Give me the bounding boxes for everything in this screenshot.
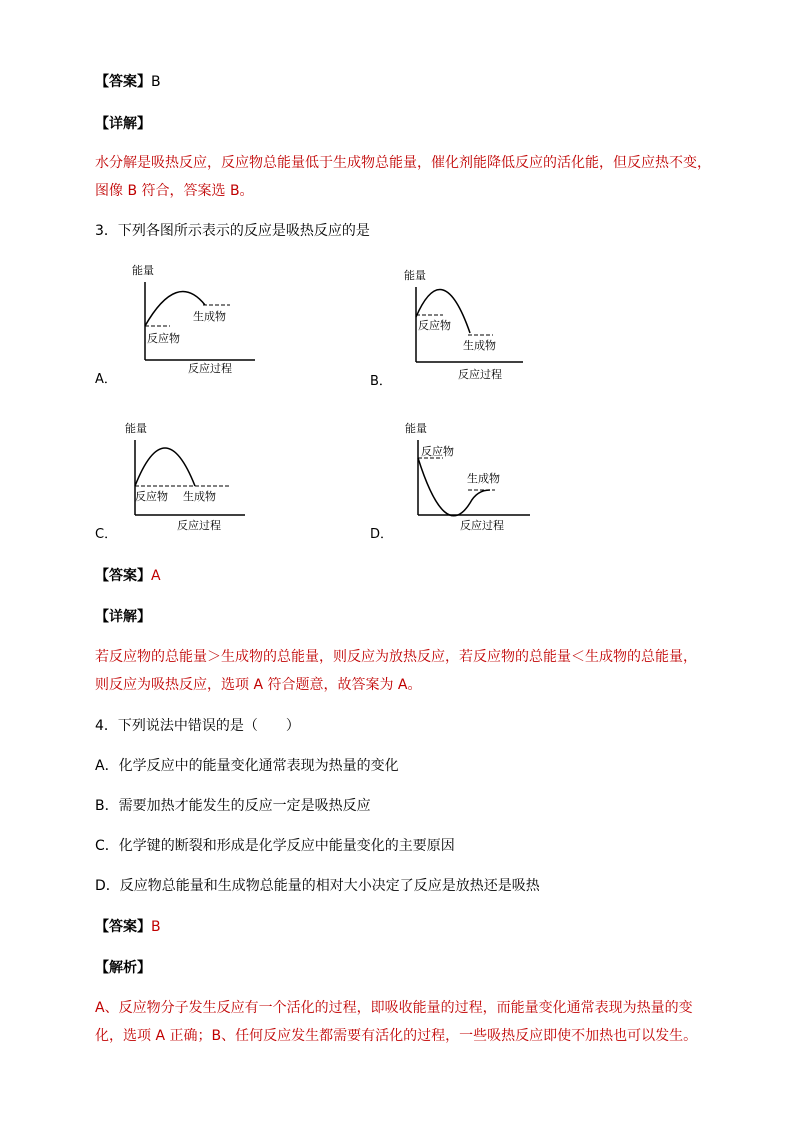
option-d-label: D． (370, 527, 394, 542)
graph-d-reactant: 反应物 (421, 445, 454, 458)
graph-b-product: 生成物 (463, 339, 496, 352)
graph-a-ylabel: 能量 (132, 264, 154, 277)
graph-c-xlabel: 反应过程 (177, 519, 221, 532)
answer-line-3: 【答案】A (95, 568, 161, 584)
graph-d-xlabel: 反应过程 (460, 519, 504, 532)
answer-tag: 【答案】 (95, 74, 151, 90)
analysis-text-4b: 化，选项 A 正确；B、任何反应发生都需要有活化的过程，一些吸热反应即使不加热也可以发生。 (95, 1028, 698, 1044)
graph-b-reactant: 反应物 (418, 319, 451, 332)
detail-text-3: 若反应物的总能量＞生成物的总能量，则反应为放热反应，若反应物的总能量＜生成物的总能量， (95, 649, 697, 665)
graph-c-product: 生成物 (183, 490, 216, 503)
graph-a (125, 260, 265, 380)
graph-a-product: 生成物 (193, 310, 226, 323)
question-4-stem: 4．下列说法中错误的是（ ） (95, 718, 300, 734)
detail-text-1: 水分解是吸热反应，反应物总能量低于生成物总能量，催化剂能降低反应的活化能，但反应热不变， (95, 155, 711, 171)
option-a-label: A． (95, 372, 117, 387)
detail-text-3b: 则反应为吸热反应，选项 A 符合题意，故答案为 A。 (95, 677, 422, 693)
detail-tag-1: 【详解】 (95, 116, 151, 132)
question-4-option-b: B．需要加热才能发生的反应一定是吸热反应 (95, 798, 371, 814)
option-c-label: C． (95, 527, 118, 542)
graph-c-reactant: 反应物 (135, 490, 168, 503)
graph-c (120, 418, 260, 533)
graph-c-ylabel: 能量 (125, 422, 147, 435)
graph-b-ylabel: 能量 (404, 269, 426, 282)
answer-value: B (151, 74, 161, 90)
graph-b-xlabel: 反应过程 (458, 368, 502, 381)
graph-a-reactant: 反应物 (147, 332, 180, 345)
detail-text-1b: 图像 B 符合，答案选 B。 (95, 183, 254, 199)
option-b-label: B． (370, 374, 392, 389)
question-4-option-c: C．化学键的断裂和形成是化学反应中能量变化的主要原因 (95, 838, 455, 854)
analysis-tag-4: 【解析】 (95, 960, 151, 976)
answer-value-3: A (151, 568, 161, 584)
answer-line-1 (95, 72, 161, 92)
question-4-option-a: A．化学反应中的能量变化通常表现为热量的变化 (95, 758, 399, 774)
question-4-option-d: D．反应物总能量和生成物总能量的相对大小决定了反应是放热还是吸热 (95, 878, 540, 894)
answer-value-4: B (151, 919, 161, 935)
question-3-stem: 3．下列各图所示表示的反应是吸热反应的是 (95, 223, 370, 239)
graph-b (398, 265, 538, 385)
analysis-text-4: A、反应物分子发生反应有一个活化的过程，即吸收能量的过程，而能量变化通常表现为热量的变 (95, 1000, 693, 1016)
graph-d (405, 418, 545, 533)
graph-d-ylabel: 能量 (405, 422, 427, 435)
answer-line-4: 【答案】B (95, 919, 161, 935)
graph-a-xlabel: 反应过程 (188, 362, 232, 375)
detail-tag-3: 【详解】 (95, 609, 151, 625)
graph-d-product: 生成物 (467, 472, 500, 485)
